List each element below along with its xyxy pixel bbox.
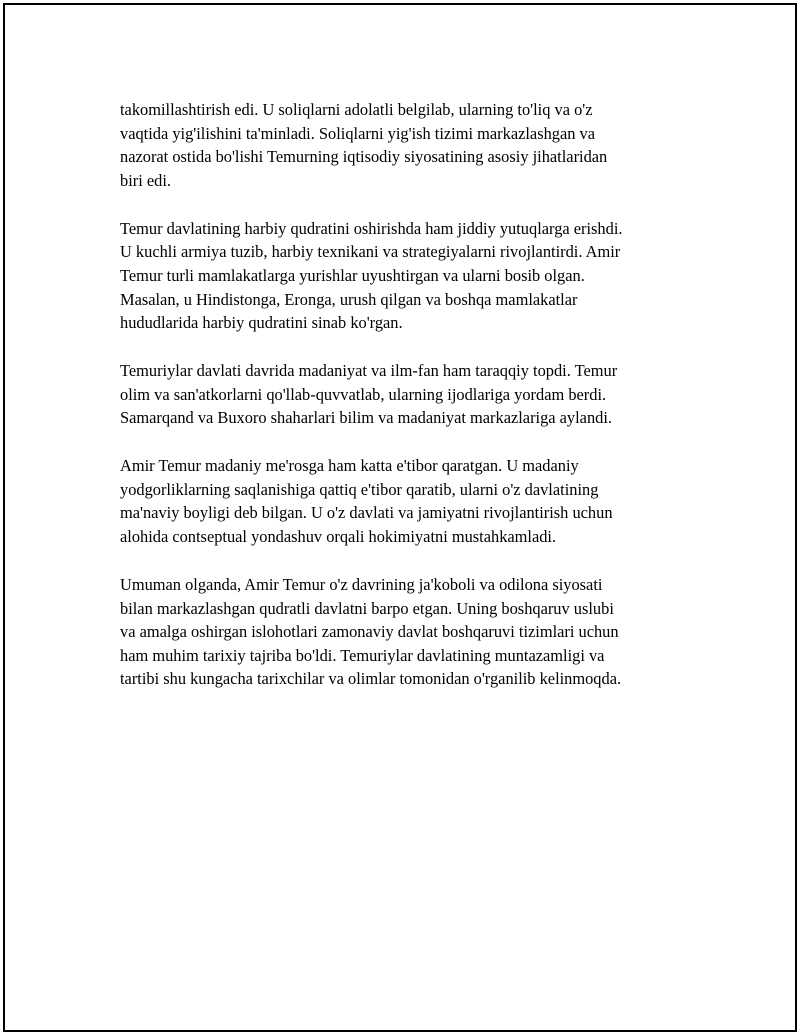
document-body [120,98,700,715]
paragraph-cultural-heritage [120,454,700,548]
text-line: ham muhim tarixiy tajriba bo'ldi. Temuriylar davlatining muntazamligi va [120,645,605,665]
paragraph-culture-science [120,359,700,430]
text-line: Temuriylar davlati davrida madaniyat va ilm-fan ham taraqqiy topdi. Temur [120,361,618,381]
text-line: va amalga oshirgan islohotlari zamonaviy davlat boshqaruvi tizimlari uchun [120,622,619,642]
paragraph-military [120,217,700,335]
text-line: Masalan, u Hindistonga, Eronga, urush qilgan va boshqa mamlakatlar [120,289,578,309]
paragraph-taxes [120,98,700,192]
text-line: U kuchli armiya tuzib, harbiy texnikani va strategiyalarni rivojlantirdi. Amir [120,242,621,262]
text-line: biri edi. [120,170,171,190]
text-line: vaqtida yig'ilishini ta'minladi. Soliqlarni yig'ish tizimi markazlashgan va [120,123,596,143]
document-page [3,3,797,1032]
text-line: Temur turli mamlakatlarga yurishlar uyushtirgan va ularni bosib olgan. [120,265,585,285]
text-line: nazorat ostida bo'lishi Temurning iqtisodiy siyosatining asosiy jihatlaridan [120,147,608,167]
text-line: olim va san'atkorlarni qo'llab-quvvatlab, ularning ijodlariga yordam berdi. [120,384,607,404]
text-line: Amir Temur madaniy me'rosga ham katta e'tibor qaratgan. U madaniy [120,456,579,476]
text-line: takomillashtirish edi. U soliqlarni adolatli belgilab, ularning to'liq va o'z [120,100,593,119]
text-line: Umuman olganda, Amir Temur o'z davrining ja'koboli va odilona siyosati [120,575,603,595]
text-line: hududlarida harbiy qudratini sinab ko'rgan. [120,313,403,333]
text-line: bilan markazlashgan qudratli davlatni barpo etgan. Uning boshqaruv uslubi [120,598,614,618]
text-line: alohida contseptual yondashuv orqali hokimiyatni mustahkamladi. [120,527,557,547]
paragraph-conclusion [120,573,700,691]
text-line: Temur davlatining harbiy qudratini oshirishda ham jiddiy yutuqlarga erishdi. [120,218,623,238]
text-line: ma'naviy boyligi deb bilgan. U o'z davlati va jamiyatni rivojlantirish uchun [120,503,613,523]
text-line: tartibi shu kungacha tarixchilar va olimlar tomonidan o'rganilib kelinmoqda. [120,669,622,689]
text-line: yodgorliklarning saqlanishiga qattiq e'tibor qaratib, ularni o'z davlatining [120,479,599,499]
text-line: Samarqand va Buxoro shaharlari bilim va madaniyat markazlariga aylandi. [120,408,612,428]
